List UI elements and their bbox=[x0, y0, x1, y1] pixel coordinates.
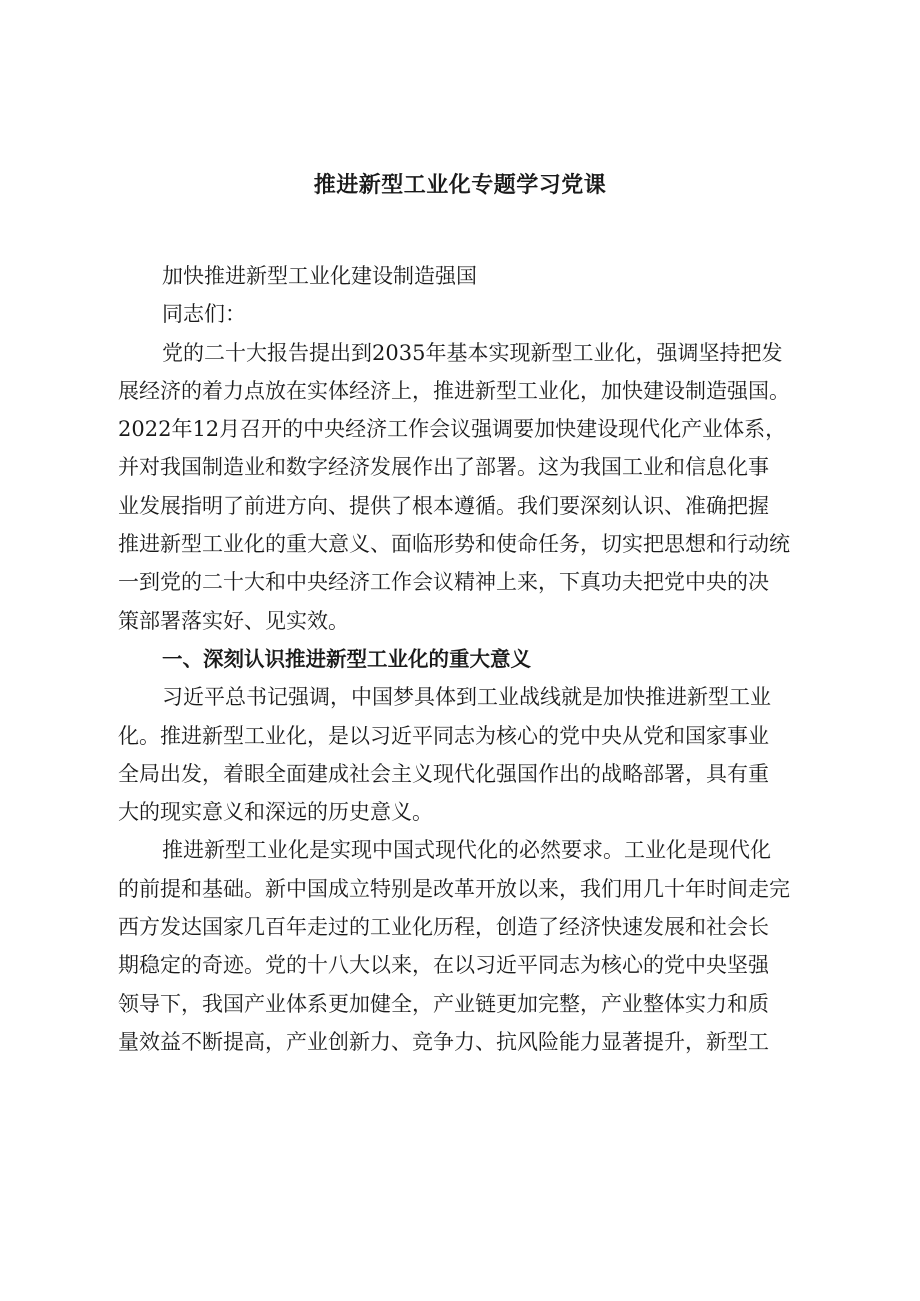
text-line: 策部署落实好、见实效。 bbox=[118, 608, 349, 633]
text-line: 业发展指明了前进方向、提供了根本遵循。我们要深刻认识、准确把握 bbox=[118, 493, 769, 518]
text-line: 2022年12月召开的中央经济工作会议强调要加快建设现代化产业体系， bbox=[118, 417, 787, 442]
section-heading-text: 一、深刻认识推进新型工业化的重大意义 bbox=[162, 646, 531, 671]
subtitle bbox=[118, 257, 838, 295]
text-line: 一到党的二十大和中央经济工作会议精神上来，下真功夫把党中央的决 bbox=[118, 570, 769, 595]
text-line: 并对我国制造业和数字经济发展作出了部署。这为我国工业和信息化事 bbox=[118, 455, 769, 480]
text-line: 党的二十大报告提出到2035年基本实现新型工业化，强调坚持把发 bbox=[162, 340, 783, 365]
text-line: 展经济的着力点放在实体经济上，推进新型工业化，加快建设制造强国。 bbox=[118, 378, 790, 403]
text-line: 期稳定的奇迹。党的十八大以来，在以习近平同志为核心的党中央坚强 bbox=[118, 953, 769, 978]
text-line: 化。推进新型工业化，是以习近平同志为核心的党中央从党和国家事业 bbox=[118, 723, 769, 748]
text-line: 量效益不断提高，产业创新力、竞争力、抗风险能力显著提升，新型工 bbox=[118, 1029, 769, 1054]
subtitle-text: 加快推进新型工业化建设制造强国 bbox=[162, 264, 477, 288]
paragraph-2 bbox=[118, 678, 838, 831]
salutation-text: 同志们： bbox=[162, 302, 246, 327]
text-line: 的前提和基础。新中国成立特别是改革开放以来，我们用几十年时间走完 bbox=[118, 876, 790, 901]
document-body bbox=[118, 257, 838, 1061]
text-line: 推进新型工业化的重大意义、面临形势和使命任务，切实把思想和行动统 bbox=[118, 532, 790, 557]
text-line: 领导下，我国产业体系更加健全，产业链更加完整，产业整体实力和质 bbox=[118, 991, 769, 1016]
text-line: 全局出发，着眼全面建成社会主义现代化强国作出的战略部署，具有重 bbox=[118, 761, 769, 786]
text-line: 西方发达国家几百年走过的工业化历程，创造了经济快速发展和社会长 bbox=[118, 915, 769, 940]
salutation bbox=[118, 295, 838, 333]
text-line: 习近平总书记强调，中国梦具体到工业战线就是加快推进新型工业 bbox=[162, 685, 771, 710]
paragraph-1 bbox=[118, 334, 838, 640]
paragraph-3 bbox=[118, 831, 838, 1061]
text-line: 推进新型工业化是实现中国式现代化的必然要求。工业化是现代化 bbox=[162, 838, 771, 863]
document-title: 推进新型工业化专题学习党课 bbox=[313, 173, 607, 198]
text-line: 大的现实意义和深远的历史意义。 bbox=[118, 800, 433, 825]
section-heading-1 bbox=[118, 640, 838, 678]
